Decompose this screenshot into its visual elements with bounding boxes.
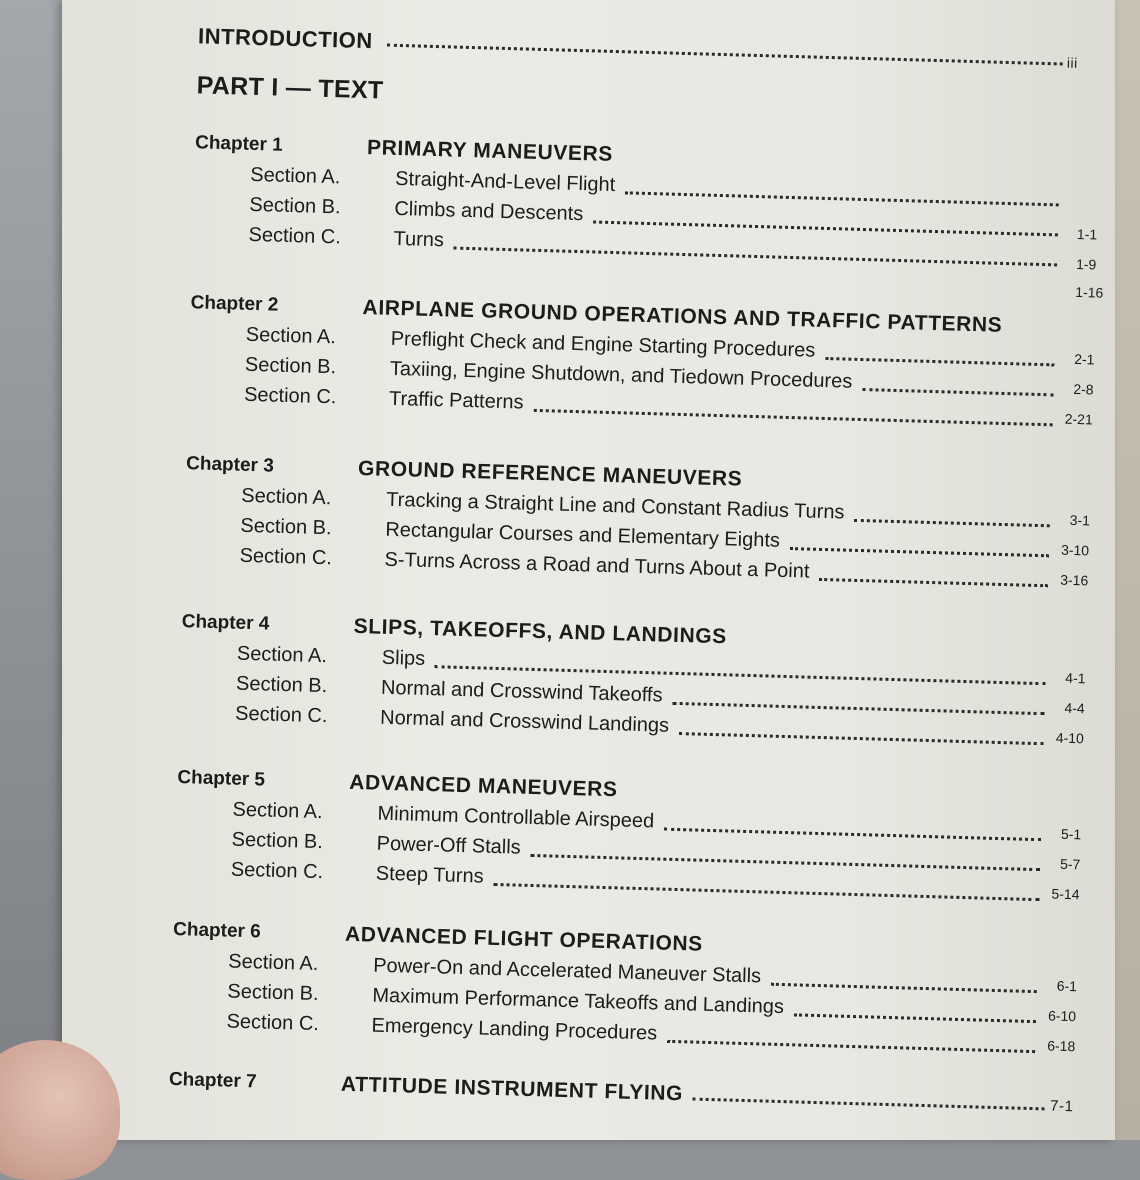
chapter-label: Chapter 7 [168,1068,257,1093]
chapter-7 [168,1068,1074,1116]
dot-leader [819,577,1048,587]
dot-leader [790,546,1049,557]
chapter-title: AIRPLANE GROUND OPERATIONS AND TRAFFIC PATTERNS [362,296,1003,337]
section-title: Emergency Landing Procedures [371,1014,658,1045]
section-page: 5-7 [1059,855,1081,873]
dot-leader [825,356,1054,366]
dot-leader [625,190,1059,206]
section-page: 2-21 [1064,410,1093,428]
dot-leader [593,219,1058,236]
section-title: Normal and Crosswind Takeoffs [380,676,663,707]
section-label: Section B. [240,514,332,540]
section-title: Climbs and Descents [394,197,584,226]
chapter-title: ADVANCED FLIGHT OPERATIONS [344,922,704,956]
section-page: 3-10 [1060,541,1090,559]
dot-leader [854,518,1050,527]
toc-introduction [198,23,1078,74]
section-title: Maximum Performance Takeoffs and Landings [372,984,785,1019]
section-title: Straight-And-Level Flight [394,167,616,197]
section-page: 2-1 [1073,350,1095,368]
section-list [248,164,1099,278]
section-label: Section B. [227,980,319,1006]
dot-leader [493,882,1039,901]
section-page: 6-18 [1047,1037,1076,1055]
section-page: 6-10 [1047,1007,1077,1025]
chapter-title: SLIPS, TAKEOFFS, AND LANDINGS [353,614,728,649]
section-title: Traffic Patterns [388,387,524,414]
section-page: 4-4 [1064,699,1085,717]
dot-leader [693,1097,1044,1111]
dot-leader [679,731,1044,745]
page-number: 1-1 [1076,225,1098,243]
chapter-page: 7-1 [1049,1097,1074,1116]
section-page: 3-16 [1060,571,1089,589]
section-list [226,951,1077,1065]
dot-leader [664,827,1041,842]
section-title: Power-On and Accelerated Maneuver Stalls [372,954,762,988]
dot-leader [794,1012,1036,1023]
chapter-title: PRIMARY MANEUVERS [366,136,614,166]
page-number: 1-9 [1075,255,1097,273]
section-label: Section A. [245,323,337,349]
chapter-label: Chapter 4 [181,611,270,635]
chapter-4 [181,611,1087,747]
page-number: 1-16 [1075,283,1104,301]
chapter-label: Chapter 3 [185,453,275,477]
section-title: Taxiing, Engine Shutdown, and Tiedown Procedures [389,357,853,393]
chapter-label: Chapter 2 [190,292,279,316]
section-title: Rectangular Courses and Elementary Eights [385,518,781,552]
section-label: Section A. [241,484,332,510]
section-title: Tracking a Straight Line and Constant Radius Turns [385,488,845,524]
chapter-label: Chapter 5 [177,767,266,791]
chapter-label: Chapter 1 [194,132,284,156]
section-page: 4-1 [1065,669,1086,687]
section-list [230,799,1081,913]
introduction-label: INTRODUCTION [197,23,374,54]
section-label: Section C. [230,858,324,884]
section-page: 5-14 [1051,885,1080,903]
dot-leader [862,387,1054,396]
section-title: Steep Turns [375,862,484,888]
chapter-title: ADVANCED MANEUVERS [349,770,618,802]
section-page: 2-8 [1073,380,1094,398]
chapter-6 [172,918,1078,1055]
dot-leader [771,982,1037,993]
section-label: Section B. [249,193,341,219]
introduction-page: iii [1066,54,1078,71]
chapter-title: ATTITUDE INSTRUMENT FLYING [340,1072,684,1106]
part-heading [196,71,1076,125]
chapter-title-row [341,1073,1074,1117]
section-title: S-Turns Across a Road and Turns About a Point [384,548,810,583]
dot-leader [387,43,1063,66]
section-page: 3-1 [1069,511,1091,529]
section-label: Section C. [243,383,337,409]
part-title: PART I — TEXT [196,71,384,105]
section-label: Section B. [235,672,328,698]
section-page: 5-1 [1060,825,1082,843]
dot-leader [533,408,1052,427]
section-label: Section C. [248,223,342,249]
section-label: Section A. [249,163,341,189]
section-page [1065,204,1099,205]
dot-leader [454,246,1057,267]
section-list [239,485,1090,599]
dot-leader [667,1039,1035,1053]
section-title: Turns [393,227,445,252]
section-title: Power-Off Stalls [376,832,522,859]
section-title: Preflight Check and Engine Starting Procedures [390,327,816,362]
section-page: 6-1 [1056,977,1078,995]
section-label: Section C. [234,702,328,728]
section-label: Section A. [232,798,323,824]
chapter-2 [190,292,1096,428]
section-label: Section B. [244,353,337,379]
section-label: Section C. [226,1010,320,1036]
dot-leader [672,701,1044,715]
section-label: Section A. [236,642,328,668]
chapter-title: GROUND REFERENCE MANEUVERS [357,456,743,491]
section-title: Normal and Crosswind Landings [379,706,670,737]
chapter-3 [185,453,1091,589]
chapter-label: Chapter 6 [172,918,262,943]
chapter-5 [177,767,1083,903]
section-page: 4-10 [1055,729,1085,747]
section-label: Section B. [231,828,324,854]
section-label: Section A. [227,950,319,976]
section-title: Slips [381,646,426,670]
section-list [244,324,1095,438]
section-label: Section C. [239,544,333,570]
section-list [235,643,1086,757]
section-title: Minimum Controllable Airspeed [377,802,655,833]
